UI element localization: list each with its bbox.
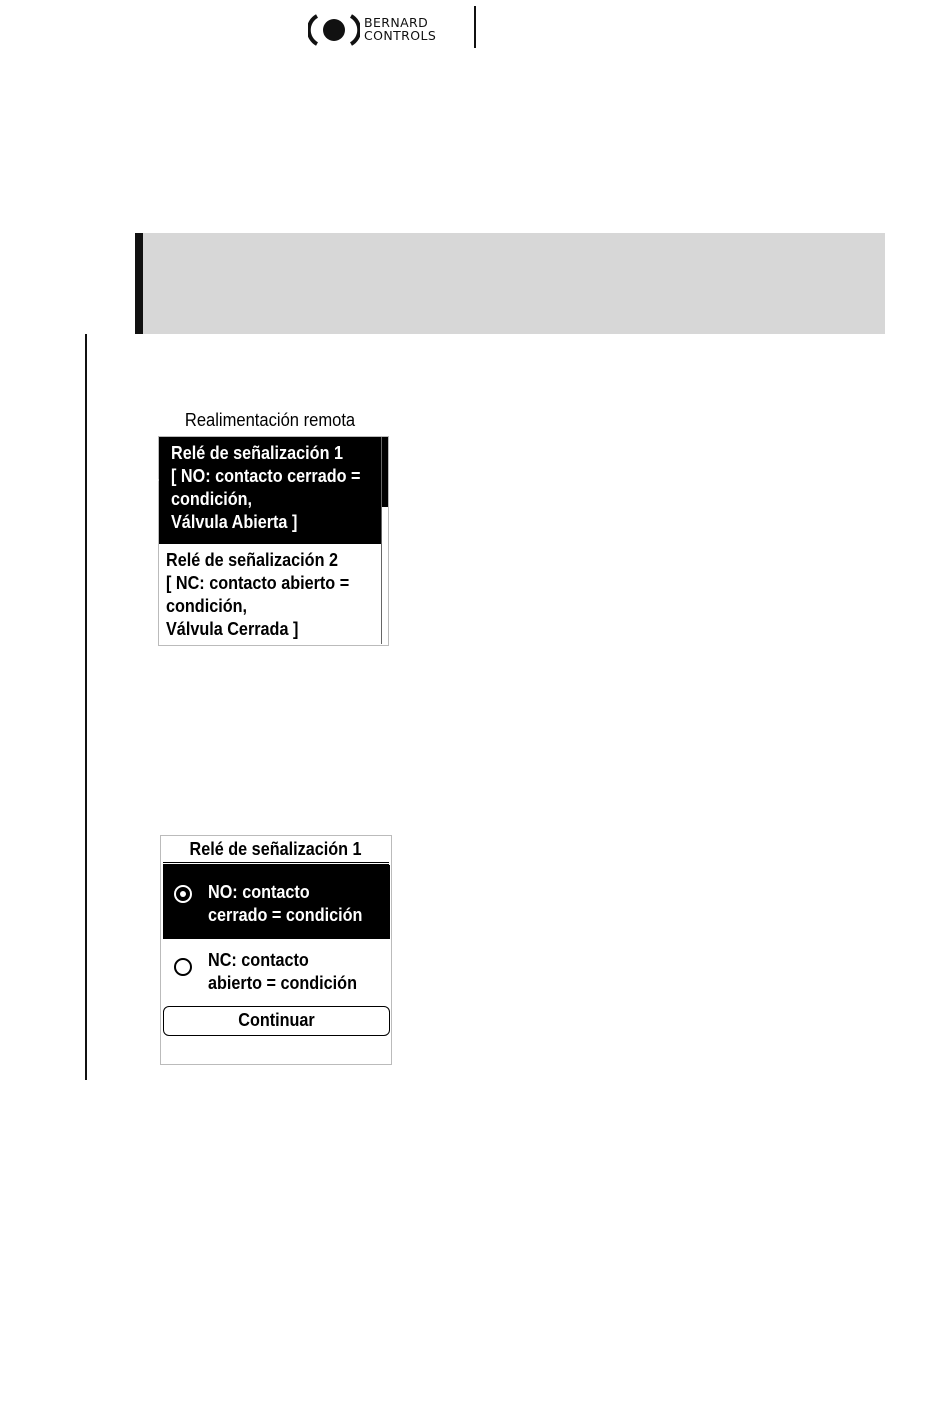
- list-item-relay-2[interactable]: [159, 544, 382, 644]
- radio-selected-icon[interactable]: [174, 885, 192, 903]
- remote-feedback-screen: [157, 405, 389, 645]
- item-line: Válvula Abierta ]: [171, 512, 298, 532]
- continue-button[interactable]: [163, 1006, 390, 1036]
- item-line: Válvula Cerrada ]: [166, 619, 299, 639]
- item-line: Relé de señalización 1: [171, 443, 343, 463]
- bernard-controls-logo: [308, 10, 478, 50]
- option-line: cerrado = condición: [208, 905, 363, 925]
- option-no-contact-closed[interactable]: [163, 865, 390, 939]
- option-line: NC: contacto: [208, 950, 309, 970]
- logo-wordmark: [364, 16, 436, 42]
- item-line: condición,: [171, 489, 252, 509]
- continue-button-label: Continuar: [238, 1010, 315, 1030]
- option-line: NO: contacto: [208, 882, 310, 902]
- item-line: Relé de señalización 2: [166, 550, 338, 570]
- option-line: abierto = condición: [208, 973, 357, 993]
- margin-rule: [85, 334, 87, 1080]
- selection-pointer-icon: [153, 475, 159, 485]
- header-divider: [474, 6, 476, 48]
- logo-line-1: BERNARD: [364, 15, 429, 30]
- radio-unselected-icon[interactable]: [174, 958, 192, 976]
- logo-emblem-icon: [308, 12, 360, 48]
- screen-title: [161, 838, 391, 861]
- banner-accent-bar: [135, 233, 143, 334]
- list-item-relay-1[interactable]: [159, 437, 382, 544]
- section-banner: [135, 233, 885, 334]
- list-scrollbar[interactable]: [381, 437, 388, 644]
- screen-title-text: Relé de señalización 1: [190, 839, 362, 859]
- relay-list: [158, 436, 389, 646]
- logo-line-2: CONTROLS: [364, 28, 437, 43]
- option-label: [208, 881, 380, 927]
- title-divider: [163, 862, 389, 863]
- item-line: [ NO: contacto cerrado =: [171, 466, 361, 486]
- item-line: [ NC: contacto abierto =: [166, 573, 350, 593]
- option-label: [208, 949, 374, 995]
- option-nc-contact-open[interactable]: [163, 944, 390, 1008]
- screen-title: Realimentación remota: [184, 410, 356, 430]
- scrollbar-thumb[interactable]: [382, 437, 388, 507]
- item-line: condición,: [166, 596, 247, 616]
- relay-1-config-screen: [160, 835, 392, 1065]
